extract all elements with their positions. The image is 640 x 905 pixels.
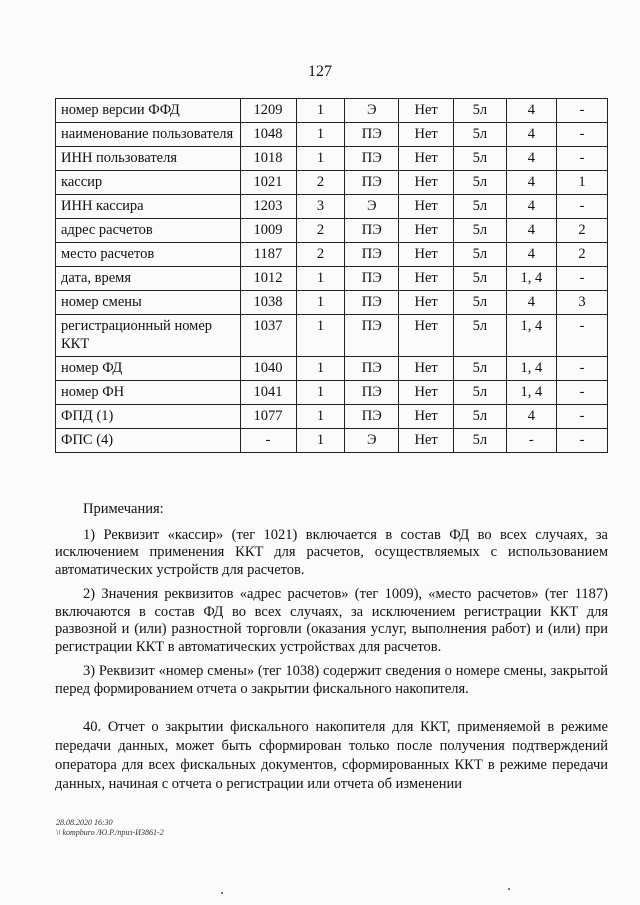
cell-note-ref: - <box>556 267 607 291</box>
cell-flag: Нет <box>399 219 454 243</box>
cell-number: 1 <box>296 381 345 405</box>
cell-flag: Нет <box>399 315 454 357</box>
cell-flag: Нет <box>399 147 454 171</box>
cell-format: ПЭ <box>345 171 399 195</box>
cell-ffd-version: 4 <box>506 291 556 315</box>
cell-length: 5л <box>454 219 507 243</box>
cell-length: 5л <box>454 315 507 357</box>
table-row <box>56 381 608 405</box>
cell-flag: Нет <box>399 291 454 315</box>
notes-section <box>55 501 608 705</box>
footer-file-path: \\ kompburo /Ю.Р./приз-И3861-2 <box>56 828 164 837</box>
cell-length: 5л <box>454 171 507 195</box>
cell-note-ref: - <box>556 99 607 123</box>
table-row <box>56 219 608 243</box>
footer-timestamp: 28.08.2020 16:30 <box>56 818 113 827</box>
cell-tag: 1018 <box>240 147 296 171</box>
cell-flag: Нет <box>399 381 454 405</box>
table-row <box>56 429 608 453</box>
cell-tag: 1077 <box>240 405 296 429</box>
cell-note-ref: - <box>556 429 607 453</box>
cell-name: ФПС (4) <box>56 429 241 453</box>
cell-tag: 1203 <box>240 195 296 219</box>
cell-name: место расчетов <box>56 243 241 267</box>
table-row <box>56 357 608 381</box>
cell-flag: Нет <box>399 123 454 147</box>
cell-name: ИНН кассира <box>56 195 241 219</box>
cell-ffd-version: 1, 4 <box>506 381 556 405</box>
notes-heading: Примечания: <box>83 501 164 517</box>
scan-speck <box>508 888 510 890</box>
cell-ffd-version: 4 <box>506 405 556 429</box>
cell-note-ref: 3 <box>556 291 607 315</box>
cell-flag: Нет <box>399 171 454 195</box>
cell-number: 2 <box>296 243 345 267</box>
cell-format: ПЭ <box>345 219 399 243</box>
cell-flag: Нет <box>399 357 454 381</box>
cell-number: 1 <box>296 429 345 453</box>
cell-number: 1 <box>296 405 345 429</box>
table-row <box>56 171 608 195</box>
cell-format: ПЭ <box>345 405 399 429</box>
cell-tag: 1009 <box>240 219 296 243</box>
cell-number: 1 <box>296 357 345 381</box>
cell-tag: 1041 <box>240 381 296 405</box>
cell-note-ref: - <box>556 315 607 357</box>
cell-name: номер версии ФФД <box>56 99 241 123</box>
cell-length: 5л <box>454 195 507 219</box>
cell-format: ПЭ <box>345 243 399 267</box>
cell-ffd-version: 1, 4 <box>506 315 556 357</box>
cell-note-ref: - <box>556 357 607 381</box>
cell-ffd-version: 4 <box>506 243 556 267</box>
cell-format: ПЭ <box>345 123 399 147</box>
cell-number: 1 <box>296 267 345 291</box>
table-row <box>56 147 608 171</box>
cell-length: 5л <box>454 291 507 315</box>
table-row <box>56 195 608 219</box>
scan-speck <box>221 892 223 894</box>
cell-ffd-version: 1, 4 <box>506 267 556 291</box>
cell-name: регистрационный номер ККТ <box>56 315 241 357</box>
cell-name: номер ФН <box>56 381 241 405</box>
cell-name: номер смены <box>56 291 241 315</box>
cell-name: ИНН пользователя <box>56 147 241 171</box>
cell-name: наименование пользователя <box>56 123 241 147</box>
note-2: 2) Значения реквизитов «адрес расчетов» (тег 1009), «место расчетов» (тег 1187) включаются в состав ФД во всех случаях, за исключением регистрации ККТ для развозной и (или) разностной торговли (оказания услуг, выполнения работ) и (или) при регистрации ККТ в автоматических устройствах для расчетов. <box>55 586 608 655</box>
cell-name: адрес расчетов <box>56 219 241 243</box>
cell-note-ref: 2 <box>556 243 607 267</box>
cell-note-ref: - <box>556 195 607 219</box>
cell-tag: - <box>240 429 296 453</box>
cell-ffd-version: 4 <box>506 123 556 147</box>
cell-format: Э <box>345 99 399 123</box>
note-1: 1) Реквизит «кассир» (тег 1021) включается в состав ФД во всех случаях, за исключением применения ККТ для расчетов, осуществляемых с использованием автоматических устройств для расчетов. <box>55 526 608 578</box>
cell-length: 5л <box>454 243 507 267</box>
table-row <box>56 243 608 267</box>
cell-format: ПЭ <box>345 357 399 381</box>
cell-format: ПЭ <box>345 147 399 171</box>
cell-note-ref: - <box>556 405 607 429</box>
cell-name: кассир <box>56 171 241 195</box>
cell-number: 1 <box>296 291 345 315</box>
table-row <box>56 315 608 357</box>
cell-ffd-version: - <box>506 429 556 453</box>
cell-format: ПЭ <box>345 381 399 405</box>
cell-length: 5л <box>454 429 507 453</box>
cell-length: 5л <box>454 147 507 171</box>
cell-length: 5л <box>454 267 507 291</box>
cell-ffd-version: 4 <box>506 195 556 219</box>
cell-format: ПЭ <box>345 315 399 357</box>
cell-tag: 1037 <box>240 315 296 357</box>
table-row <box>56 267 608 291</box>
cell-flag: Нет <box>399 243 454 267</box>
cell-number: 2 <box>296 171 345 195</box>
cell-number: 1 <box>296 123 345 147</box>
cell-format: ПЭ <box>345 291 399 315</box>
table-row <box>56 405 608 429</box>
cell-ffd-version: 4 <box>506 171 556 195</box>
cell-tag: 1209 <box>240 99 296 123</box>
cell-length: 5л <box>454 357 507 381</box>
cell-note-ref: - <box>556 381 607 405</box>
cell-ffd-version: 4 <box>506 147 556 171</box>
cell-note-ref: 1 <box>556 171 607 195</box>
note-3: 3) Реквизит «номер смены» (тег 1038) содержит сведения о номере смены, закрытой перед формированием отчета о закрытии фискального накопителя. <box>55 663 608 697</box>
cell-note-ref: 2 <box>556 219 607 243</box>
cell-note-ref: - <box>556 123 607 147</box>
cell-number: 1 <box>296 315 345 357</box>
table-row <box>56 123 608 147</box>
cell-flag: Нет <box>399 195 454 219</box>
cell-flag: Нет <box>399 405 454 429</box>
cell-ffd-version: 4 <box>506 219 556 243</box>
cell-length: 5л <box>454 381 507 405</box>
cell-tag: 1021 <box>240 171 296 195</box>
cell-number: 2 <box>296 219 345 243</box>
cell-name: номер ФД <box>56 357 241 381</box>
cell-note-ref: - <box>556 147 607 171</box>
document-footer <box>56 818 164 838</box>
cell-tag: 1040 <box>240 357 296 381</box>
cell-flag: Нет <box>399 429 454 453</box>
cell-format: Э <box>345 429 399 453</box>
cell-tag: 1187 <box>240 243 296 267</box>
cell-tag: 1012 <box>240 267 296 291</box>
cell-number: 3 <box>296 195 345 219</box>
page-number: 127 <box>308 63 332 80</box>
cell-tag: 1048 <box>240 123 296 147</box>
table-row <box>56 99 608 123</box>
cell-length: 5л <box>454 405 507 429</box>
table-row <box>56 291 608 315</box>
cell-tag: 1038 <box>240 291 296 315</box>
cell-length: 5л <box>454 99 507 123</box>
cell-name: ФПД (1) <box>56 405 241 429</box>
cell-flag: Нет <box>399 267 454 291</box>
cell-number: 1 <box>296 147 345 171</box>
cell-name: дата, время <box>56 267 241 291</box>
cell-ffd-version: 4 <box>506 99 556 123</box>
cell-ffd-version: 1, 4 <box>506 357 556 381</box>
cell-number: 1 <box>296 99 345 123</box>
cell-format: ПЭ <box>345 267 399 291</box>
paragraph-40: 40. Отчет о закрытии фискального накопителя для ККТ, применяемой в режиме передачи данных, может быть сформирован только после получения подтверждений оператора для всех фискальных документов, сформированных ККТ в режиме передачи данных, начиная с отчета о регистрации или отчета об изменении <box>55 719 608 792</box>
cell-flag: Нет <box>399 99 454 123</box>
cell-length: 5л <box>454 123 507 147</box>
cell-format: Э <box>345 195 399 219</box>
requisites-table <box>55 98 608 453</box>
